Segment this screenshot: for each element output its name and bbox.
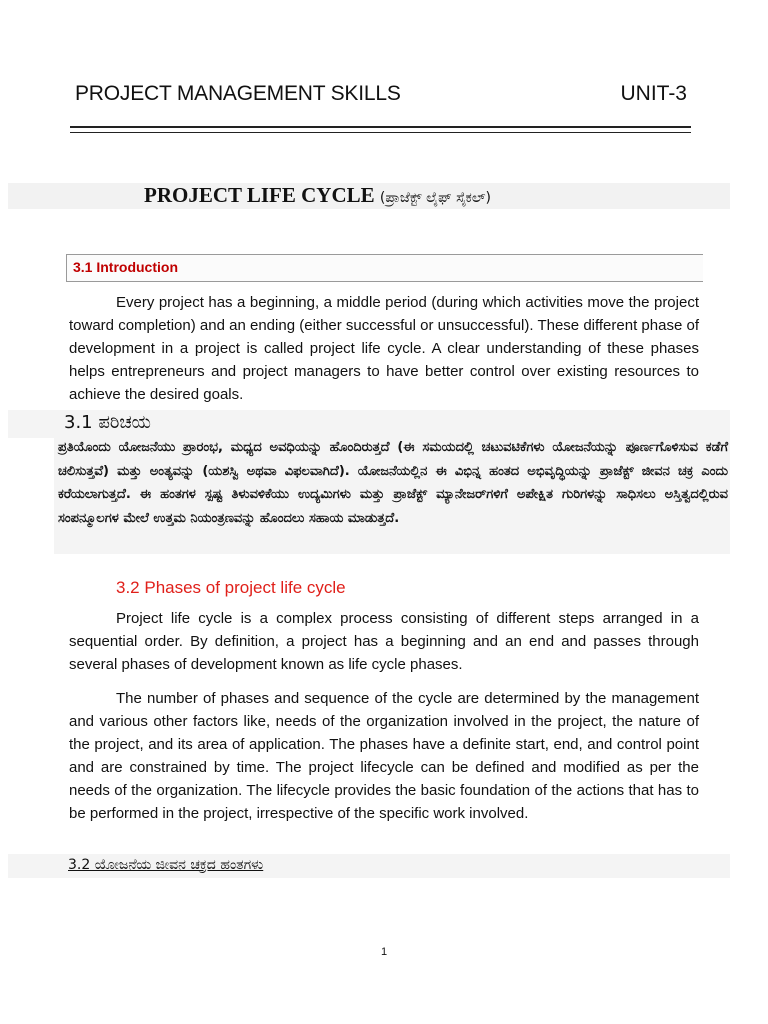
section-1-kn-heading: 3.1 ಪರಿಚಯ — [64, 412, 151, 433]
header-rule-thin — [70, 132, 691, 133]
document-title-kn: (ಪ್ರಾಜೆಕ್ಟ್ ಲೈಫ್ ಸೈಕಲ್) — [379, 190, 491, 206]
section-1-box — [66, 254, 703, 282]
document-title — [144, 183, 491, 208]
section-1-label: 3.1 Introduction — [73, 259, 178, 275]
section-2-kn-heading: 3.2 ಯೋಜನೆಯ ಜೀವನ ಚಕ್ರದ ಹಂತಗಳು — [68, 857, 264, 873]
header-title: PROJECT MANAGEMENT SKILLS — [75, 82, 401, 105]
intro-paragraph: Every project has a beginning, a middle period (during which activities move the project toward completion) and an ending (either successful or unsuccessful). These different phase of development in a project is called project life cycle. A clear understanding of these phases helps entrepreneurs and project managers to have better control over existing resources to achieve the desired goals. — [69, 294, 699, 403]
document-title-en: PROJECT LIFE CYCLE — [144, 183, 375, 207]
section-2-heading: 3.2 Phases of project life cycle — [116, 578, 346, 597]
intro-paragraph-kn: ಪ್ರತಿಯೊಂದು ಯೋಜನೆಯು ಪ್ರಾರಂಭ, ಮಧ್ಯದ ಅವಧಿಯನ್ನು ಹೊಂದಿರುತ್ತದೆ (ಈ ಸಮಯದಲ್ಲಿ ಚಟುವಟಿಕೆಗಳು ಯೋಜನೆಯನ್ನು ಪೂರ್ಣಗೊಳಿಸುವ ಕಡೆಗೆ ಚಲಿಸುತ್ತವೆ) ಮತ್ತು ಅಂತ್ಯವನ್ನು (ಯಶಸ್ವಿ ಅಥವಾ ವಿಫಲವಾಗಿದೆ). ಯೋಜನೆಯಲ್ಲಿನ ಈ ವಿಭಿನ್ನ ಹಂತದ ಅಭಿವೃದ್ಧಿಯನ್ನು ಪ್ರಾಜೆಕ್ಟ್ ಜೀವನ ಚಕ್ರ ಎಂದು ಕರೆಯಲಾಗುತ್ತದೆ. ಈ ಹಂತಗಳ ಸ್ಪಷ್ಟ ತಿಳುವಳಿಕೆಯು ಉದ್ಯಮಿಗಳು ಮತ್ತು ಪ್ರಾಜೆಕ್ಟ್ ಮ್ಯಾನೇಜರ್‌ಗಳಿಗೆ ಅಪೇಕ್ಷಿತ ಗುರಿಗಳನ್ನು ಸಾಧಿಸಲು ಅಸ್ತಿತ್ವದಲ್ಲಿರುವ ಸಂಪನ್ಮೂಲಗಳ ಮೇಲೆ ಉತ್ತಮ ನಿಯಂತ್ರಣವನ್ನು ಹೊಂದಲು ಸಹಾಯ ಮಾಡುತ್ತದೆ. — [58, 440, 728, 526]
page-header — [75, 82, 687, 112]
header-rule-thick — [70, 126, 691, 128]
phases-paragraph-1: Project life cycle is a complex process consisting of different steps arranged in a sequential order. By definition, a project has a beginning and an end and passes through several phases of development known as life cycle phases. — [69, 610, 699, 673]
page-number: 1 — [380, 946, 388, 958]
phases-paragraph-2: The number of phases and sequence of the cycle are determined by the management and various other factors like, needs of the organization involved in the project, the nature of the project, and its area of application. The phases have a definite start, end, and control point and are constrained by time. The project lifecycle can be defined and modified as per the needs of the organization. The lifecycle provides the basic foundation of the actions that has to be performed in the project, irrespective of the specific work involved. — [69, 690, 699, 822]
header-unit: UNIT-3 — [620, 82, 687, 105]
